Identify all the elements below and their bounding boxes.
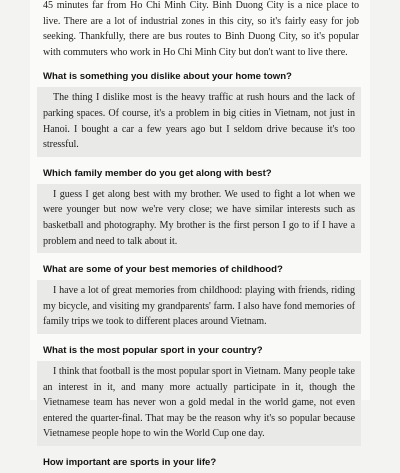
qa-block-sports-importance [43, 456, 359, 469]
intro-paragraph: 45 minutes far from Ho Chi Minh City. Binh Duong City is a nice place to live. There are a lot of industrial zones in this city, so it's fairly easy for job seeking. Thankfully, there are bus routes to Binh Duong City, so it's popular with commuters who work in Ho Chi Minh City but don't want to live there. [43, 0, 359, 58]
answer-box: The thing I dislike most is the heavy traffic at rush hours and the lack of parking spaces. Of course, it's a problem in big cities in Vietnam, not just in Hanoi. I bought a car a few years ago but I seldom drive because it's too stressful. [37, 87, 361, 156]
page-content [43, 0, 359, 473]
question-heading: What is the most popular sport in your country? [43, 344, 263, 356]
question-heading: What are some of your best memories of childhood? [43, 264, 283, 276]
answer-box: I guess I get along best with my brother. We used to fight a lot when we were younger but now we're very close; we have similar interests such as basketball and photography. My brother is the first person I go to if I have a problem and need to talk about it. [37, 184, 361, 253]
question-heading: How important are sports in your life? [43, 456, 217, 468]
qa-block-childhood-memories [43, 263, 359, 334]
qa-block-hometown-dislike [43, 70, 359, 156]
qa-block-family-member [43, 167, 359, 253]
answer-box: I have a lot of great memories from childhood: playing with friends, riding my bicycle, and visiting my grandparents' farm. I also have fond memories of family trips we took to different places around Vietnam. [37, 280, 361, 334]
question-heading: What is something you dislike about your home town? [43, 71, 292, 83]
qa-block-popular-sport [43, 344, 359, 446]
answer-box: I think that football is the most popular sport in Vietnam. Many people take an interest in it, and many more actually participate in it, though the Vietnamese team has never won a gold medal in the world game, not even entered the quarter-final. That may be the reason why it's so popular because Vietnamese people hope to win the World Cup one day. [37, 361, 361, 446]
question-heading: Which family member do you get along with best? [43, 167, 272, 179]
